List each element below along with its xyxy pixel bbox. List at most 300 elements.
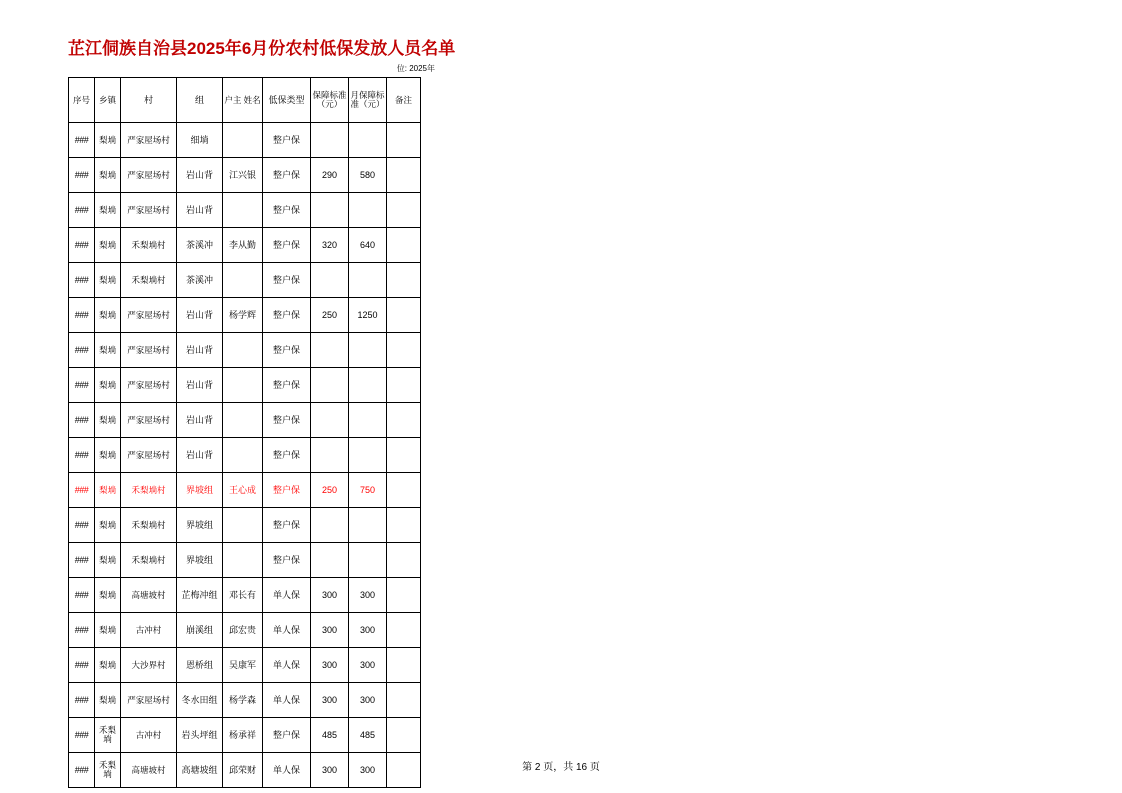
cell-seq <box>69 438 95 473</box>
cell-monthly-label: 300 <box>359 589 376 600</box>
cell-group <box>177 263 223 298</box>
cell-note <box>387 438 421 473</box>
cell-village-label: 严家屋场村 <box>127 344 170 355</box>
cell-type <box>263 228 311 263</box>
cell-note <box>387 718 421 753</box>
cell-standard <box>311 473 349 508</box>
cell-group <box>177 718 223 753</box>
cell-seq-label: ### <box>74 764 89 775</box>
column-header-group <box>177 78 223 123</box>
cell-village <box>121 228 177 263</box>
cell-name <box>223 438 263 473</box>
cell-seq <box>69 123 95 158</box>
cell-type-label: 整户保 <box>272 169 300 180</box>
cell-seq <box>69 403 95 438</box>
cell-note <box>387 613 421 648</box>
table-body <box>69 123 421 788</box>
cell-note <box>387 158 421 193</box>
cell-group-label: 芷梅冲组 <box>181 589 218 600</box>
cell-town-label: 梨埫 <box>98 169 116 180</box>
cell-name <box>223 228 263 263</box>
cell-standard <box>311 543 349 578</box>
column-header-type <box>263 78 311 123</box>
cell-seq <box>69 543 95 578</box>
column-header-village <box>121 78 177 123</box>
table-row <box>69 403 421 438</box>
cell-type <box>263 403 311 438</box>
cell-town <box>95 158 121 193</box>
cell-village-label: 严家屋场村 <box>127 134 170 145</box>
cell-town-label: 梨埫 <box>98 694 116 705</box>
cell-type <box>263 473 311 508</box>
cell-standard <box>311 438 349 473</box>
cell-town <box>95 298 121 333</box>
table-row <box>69 193 421 228</box>
cell-standard <box>311 613 349 648</box>
cell-monthly <box>349 403 387 438</box>
column-header-name <box>223 78 263 123</box>
cell-seq <box>69 578 95 613</box>
cell-town <box>95 228 121 263</box>
cell-note <box>387 473 421 508</box>
cell-monthly-label: 300 <box>359 694 376 705</box>
cell-note <box>387 263 421 298</box>
cell-seq-label: ### <box>74 379 89 390</box>
table-row <box>69 263 421 298</box>
cell-monthly <box>349 158 387 193</box>
column-header-note <box>387 78 421 123</box>
cell-standard <box>311 403 349 438</box>
cell-town <box>95 543 121 578</box>
cell-standard <box>311 158 349 193</box>
cell-town <box>95 683 121 718</box>
table-row <box>69 648 421 683</box>
cell-standard-label: 320 <box>321 239 338 250</box>
cell-village-label: 高塘坡村 <box>131 764 166 775</box>
cell-group-label: 岩山背 <box>185 414 213 425</box>
cell-name-label: 杨学森 <box>228 694 256 705</box>
cell-type <box>263 368 311 403</box>
cell-type <box>263 543 311 578</box>
cell-group <box>177 298 223 333</box>
cell-village-label: 严家屋场村 <box>127 309 170 320</box>
cell-village <box>121 718 177 753</box>
cell-standard <box>311 193 349 228</box>
cell-standard <box>311 648 349 683</box>
cell-name-label: 邓长有 <box>228 589 256 600</box>
cell-seq <box>69 193 95 228</box>
cell-town-label: 梨埫 <box>98 274 116 285</box>
cell-note <box>387 508 421 543</box>
cell-note <box>387 543 421 578</box>
cell-type-label: 整户保 <box>272 519 300 530</box>
cell-name <box>223 543 263 578</box>
cell-standard <box>311 123 349 158</box>
cell-type-label: 单人保 <box>272 694 300 705</box>
table-row <box>69 718 421 753</box>
column-header-town-label: 乡镇 <box>98 94 116 105</box>
cell-standard-label: 290 <box>321 169 338 180</box>
cell-town-label: 梨埫 <box>98 554 116 565</box>
cell-standard <box>311 333 349 368</box>
cell-note <box>387 578 421 613</box>
table-row <box>69 123 421 158</box>
cell-village-label: 禾梨埫村 <box>131 554 166 565</box>
cell-note <box>387 333 421 368</box>
cell-standard-label: 300 <box>321 764 338 775</box>
cell-village <box>121 648 177 683</box>
cell-type <box>263 438 311 473</box>
cell-note <box>387 298 421 333</box>
cell-standard-label: 250 <box>321 484 338 495</box>
cell-group <box>177 578 223 613</box>
column-header-name-label: 户主 姓名 <box>224 94 261 105</box>
cell-group-label: 岩山背 <box>185 344 213 355</box>
cell-village <box>121 333 177 368</box>
cell-town-label: 梨埫 <box>98 449 116 460</box>
cell-town-label: 禾梨埫 <box>98 725 116 744</box>
cell-monthly <box>349 648 387 683</box>
cell-monthly-label: 580 <box>359 169 376 180</box>
cell-group <box>177 473 223 508</box>
cell-seq-label: ### <box>74 589 89 600</box>
table-row <box>69 438 421 473</box>
cell-type <box>263 298 311 333</box>
cell-name <box>223 508 263 543</box>
cell-type-label: 单人保 <box>272 764 300 775</box>
cell-village-label: 高塘坡村 <box>131 589 166 600</box>
cell-type-label: 整户保 <box>272 344 300 355</box>
cell-note <box>387 403 421 438</box>
cell-monthly <box>349 508 387 543</box>
cell-name-label: 江兴银 <box>228 169 256 180</box>
cell-village <box>121 403 177 438</box>
cell-town-label: 禾梨埫 <box>98 760 116 779</box>
table-row <box>69 683 421 718</box>
cell-monthly <box>349 718 387 753</box>
cell-seq-label: ### <box>74 344 89 355</box>
cell-seq <box>69 263 95 298</box>
cell-type-label: 整户保 <box>272 484 300 495</box>
column-header-seq-label: 序号 <box>72 94 90 105</box>
table-row <box>69 473 421 508</box>
cell-town-label: 梨埫 <box>98 484 116 495</box>
cell-village-label: 严家屋场村 <box>127 414 170 425</box>
cell-standard-label: 300 <box>321 694 338 705</box>
cell-note <box>387 648 421 683</box>
cell-name <box>223 298 263 333</box>
column-header-town <box>95 78 121 123</box>
cell-monthly <box>349 543 387 578</box>
cell-seq-label: ### <box>74 204 89 215</box>
cell-town-label: 梨埫 <box>98 379 116 390</box>
cell-town-label: 梨埫 <box>98 344 116 355</box>
cell-monthly <box>349 613 387 648</box>
column-header-standard-label: 保障标准（元） <box>312 90 347 109</box>
cell-standard <box>311 368 349 403</box>
cell-town <box>95 368 121 403</box>
column-header-seq <box>69 78 95 123</box>
cell-group <box>177 123 223 158</box>
cell-type-label: 整户保 <box>272 134 300 145</box>
cell-seq-label: ### <box>74 484 89 495</box>
cell-village <box>121 298 177 333</box>
cell-monthly <box>349 333 387 368</box>
cell-group <box>177 228 223 263</box>
cell-type-label: 整户保 <box>272 204 300 215</box>
cell-type <box>263 718 311 753</box>
cell-town-label: 梨埫 <box>98 239 116 250</box>
cell-village <box>121 543 177 578</box>
cell-group <box>177 438 223 473</box>
cell-town-label: 梨埫 <box>98 204 116 215</box>
table-row <box>69 298 421 333</box>
cell-village-label: 古冲村 <box>135 624 162 635</box>
cell-type <box>263 123 311 158</box>
cell-village-label: 禾梨埫村 <box>131 239 166 250</box>
cell-seq-label: ### <box>74 729 89 740</box>
cell-type-label: 整户保 <box>272 449 300 460</box>
cell-monthly-label: 640 <box>359 239 376 250</box>
column-header-type-label: 低保类型 <box>268 94 305 105</box>
cell-standard <box>311 263 349 298</box>
cell-village <box>121 613 177 648</box>
cell-village-label: 大沙界村 <box>131 659 166 670</box>
cell-town <box>95 648 121 683</box>
cell-group-label: 岩山背 <box>185 169 213 180</box>
cell-monthly <box>349 438 387 473</box>
cell-town-label: 梨埫 <box>98 589 116 600</box>
column-header-village-label: 村 <box>143 94 153 105</box>
cell-village-label: 严家屋场村 <box>127 694 170 705</box>
cell-name <box>223 578 263 613</box>
cell-name-label: 王心成 <box>228 484 256 495</box>
cell-town <box>95 193 121 228</box>
cell-group <box>177 158 223 193</box>
cell-village <box>121 508 177 543</box>
cell-standard-label: 300 <box>321 624 338 635</box>
column-header-monthly-label: 月保障标准（元） <box>350 90 385 109</box>
cell-village-label: 严家屋场村 <box>127 449 170 460</box>
cell-seq <box>69 508 95 543</box>
cell-village-label: 严家屋场村 <box>127 204 170 215</box>
table-row <box>69 578 421 613</box>
cell-group-label: 茶溪冲 <box>185 239 213 250</box>
cell-monthly-label: 1250 <box>357 309 378 320</box>
cell-name <box>223 718 263 753</box>
cell-village <box>121 438 177 473</box>
cell-name-label: 杨承祥 <box>228 729 256 740</box>
cell-type <box>263 158 311 193</box>
table-row <box>69 508 421 543</box>
cell-village-label: 古冲村 <box>135 729 162 740</box>
cell-name-label: 杨学辉 <box>228 309 256 320</box>
cell-seq <box>69 158 95 193</box>
cell-monthly-label: 750 <box>359 484 376 495</box>
cell-village-label: 禾梨埫村 <box>131 274 166 285</box>
cell-name <box>223 158 263 193</box>
cell-monthly <box>349 578 387 613</box>
cell-town-label: 梨埫 <box>98 134 116 145</box>
cell-type-label: 单人保 <box>272 659 300 670</box>
table-header <box>69 78 421 123</box>
cell-type-label: 单人保 <box>272 624 300 635</box>
cell-village <box>121 123 177 158</box>
cell-town <box>95 473 121 508</box>
cell-type-label: 整户保 <box>272 379 300 390</box>
cell-standard <box>311 228 349 263</box>
cell-group-label: 界坡组 <box>185 484 213 495</box>
cell-group-label: 岩山背 <box>185 204 213 215</box>
column-header-monthly <box>349 78 387 123</box>
cell-seq <box>69 718 95 753</box>
cell-name <box>223 263 263 298</box>
cell-group <box>177 648 223 683</box>
cell-name-label: 吴康军 <box>228 659 256 670</box>
cell-village <box>121 158 177 193</box>
cell-monthly <box>349 228 387 263</box>
cell-group <box>177 368 223 403</box>
cell-monthly <box>349 123 387 158</box>
cell-town-label: 梨埫 <box>98 624 116 635</box>
cell-standard <box>311 683 349 718</box>
cell-type <box>263 683 311 718</box>
cell-town <box>95 613 121 648</box>
cell-standard <box>311 578 349 613</box>
cell-town <box>95 123 121 158</box>
cell-group-label: 界坡组 <box>185 519 213 530</box>
cell-name <box>223 648 263 683</box>
cell-seq <box>69 228 95 263</box>
cell-name <box>223 473 263 508</box>
cell-monthly <box>349 263 387 298</box>
cell-seq-label: ### <box>74 624 89 635</box>
cell-type <box>263 613 311 648</box>
table-row <box>69 543 421 578</box>
cell-monthly <box>349 193 387 228</box>
cell-group-label: 冬水田组 <box>181 694 218 705</box>
cell-note <box>387 193 421 228</box>
cell-name-label: 邱荣财 <box>228 764 256 775</box>
cell-town <box>95 333 121 368</box>
cell-name <box>223 403 263 438</box>
cell-seq <box>69 683 95 718</box>
beneficiary-table <box>68 77 421 788</box>
cell-type <box>263 193 311 228</box>
cell-seq-label: ### <box>74 449 89 460</box>
cell-note <box>387 683 421 718</box>
cell-type <box>263 578 311 613</box>
cell-type <box>263 648 311 683</box>
cell-standard <box>311 508 349 543</box>
cell-monthly <box>349 368 387 403</box>
cell-seq-label: ### <box>74 169 89 180</box>
cell-standard-label: 300 <box>321 659 338 670</box>
cell-type-label: 整户保 <box>272 309 300 320</box>
cell-seq <box>69 368 95 403</box>
cell-seq <box>69 648 95 683</box>
cell-town <box>95 403 121 438</box>
cell-town <box>95 508 121 543</box>
cell-note <box>387 368 421 403</box>
cell-standard <box>311 718 349 753</box>
cell-seq <box>69 473 95 508</box>
table-header-row <box>69 78 421 123</box>
cell-town-label: 梨埫 <box>98 414 116 425</box>
cell-name <box>223 333 263 368</box>
column-header-group-label: 组 <box>194 94 204 105</box>
cell-standard <box>311 298 349 333</box>
cell-seq <box>69 298 95 333</box>
cell-village <box>121 683 177 718</box>
cell-note <box>387 228 421 263</box>
cell-village <box>121 473 177 508</box>
cell-village-label: 严家屋场村 <box>127 379 170 390</box>
cell-town-label: 梨埫 <box>98 519 116 530</box>
cell-group-label: 恩桥组 <box>185 659 213 670</box>
unit-line: 位: 2025年 <box>396 64 435 73</box>
cell-seq-label: ### <box>74 694 89 705</box>
cell-standard-label: 485 <box>321 729 338 740</box>
cell-seq-label: ### <box>74 554 89 565</box>
cell-village <box>121 263 177 298</box>
cell-group-label: 界坡组 <box>185 554 213 565</box>
cell-town <box>95 578 121 613</box>
cell-standard-label: 250 <box>321 309 338 320</box>
cell-name <box>223 123 263 158</box>
cell-town <box>95 438 121 473</box>
cell-monthly-label: 300 <box>359 624 376 635</box>
cell-name <box>223 193 263 228</box>
page-footer: 第 2 页，共 16 页 <box>522 762 600 773</box>
cell-group <box>177 683 223 718</box>
cell-town <box>95 718 121 753</box>
cell-village <box>121 368 177 403</box>
cell-group <box>177 193 223 228</box>
cell-type-label: 整户保 <box>272 554 300 565</box>
cell-seq-label: ### <box>74 239 89 250</box>
cell-seq-label: ### <box>74 134 89 145</box>
cell-name <box>223 683 263 718</box>
cell-type <box>263 508 311 543</box>
cell-seq-label: ### <box>74 414 89 425</box>
table-row <box>69 333 421 368</box>
cell-name-label: 李从勤 <box>228 239 256 250</box>
cell-group-label: 岩山背 <box>185 309 213 320</box>
cell-group <box>177 403 223 438</box>
cell-type-label: 单人保 <box>272 589 300 600</box>
table-row <box>69 228 421 263</box>
cell-type-label: 整户保 <box>272 239 300 250</box>
cell-seq-label: ### <box>74 309 89 320</box>
column-header-note-label: 备注 <box>394 94 412 105</box>
cell-seq <box>69 333 95 368</box>
cell-monthly <box>349 298 387 333</box>
cell-type-label: 整户保 <box>272 274 300 285</box>
cell-monthly <box>349 683 387 718</box>
table-row <box>69 368 421 403</box>
page-title: 芷江侗族自治县2025年6月份农村低保发放人员名单 <box>68 39 456 58</box>
cell-town <box>95 263 121 298</box>
cell-group-label: 岩头坪组 <box>181 729 218 740</box>
column-header-standard <box>311 78 349 123</box>
cell-monthly-label: 485 <box>359 729 376 740</box>
cell-village-label: 禾梨埫村 <box>131 519 166 530</box>
cell-group-label: 岩山背 <box>185 449 213 460</box>
cell-type-label: 整户保 <box>272 729 300 740</box>
cell-town-label: 梨埫 <box>98 659 116 670</box>
cell-group <box>177 543 223 578</box>
